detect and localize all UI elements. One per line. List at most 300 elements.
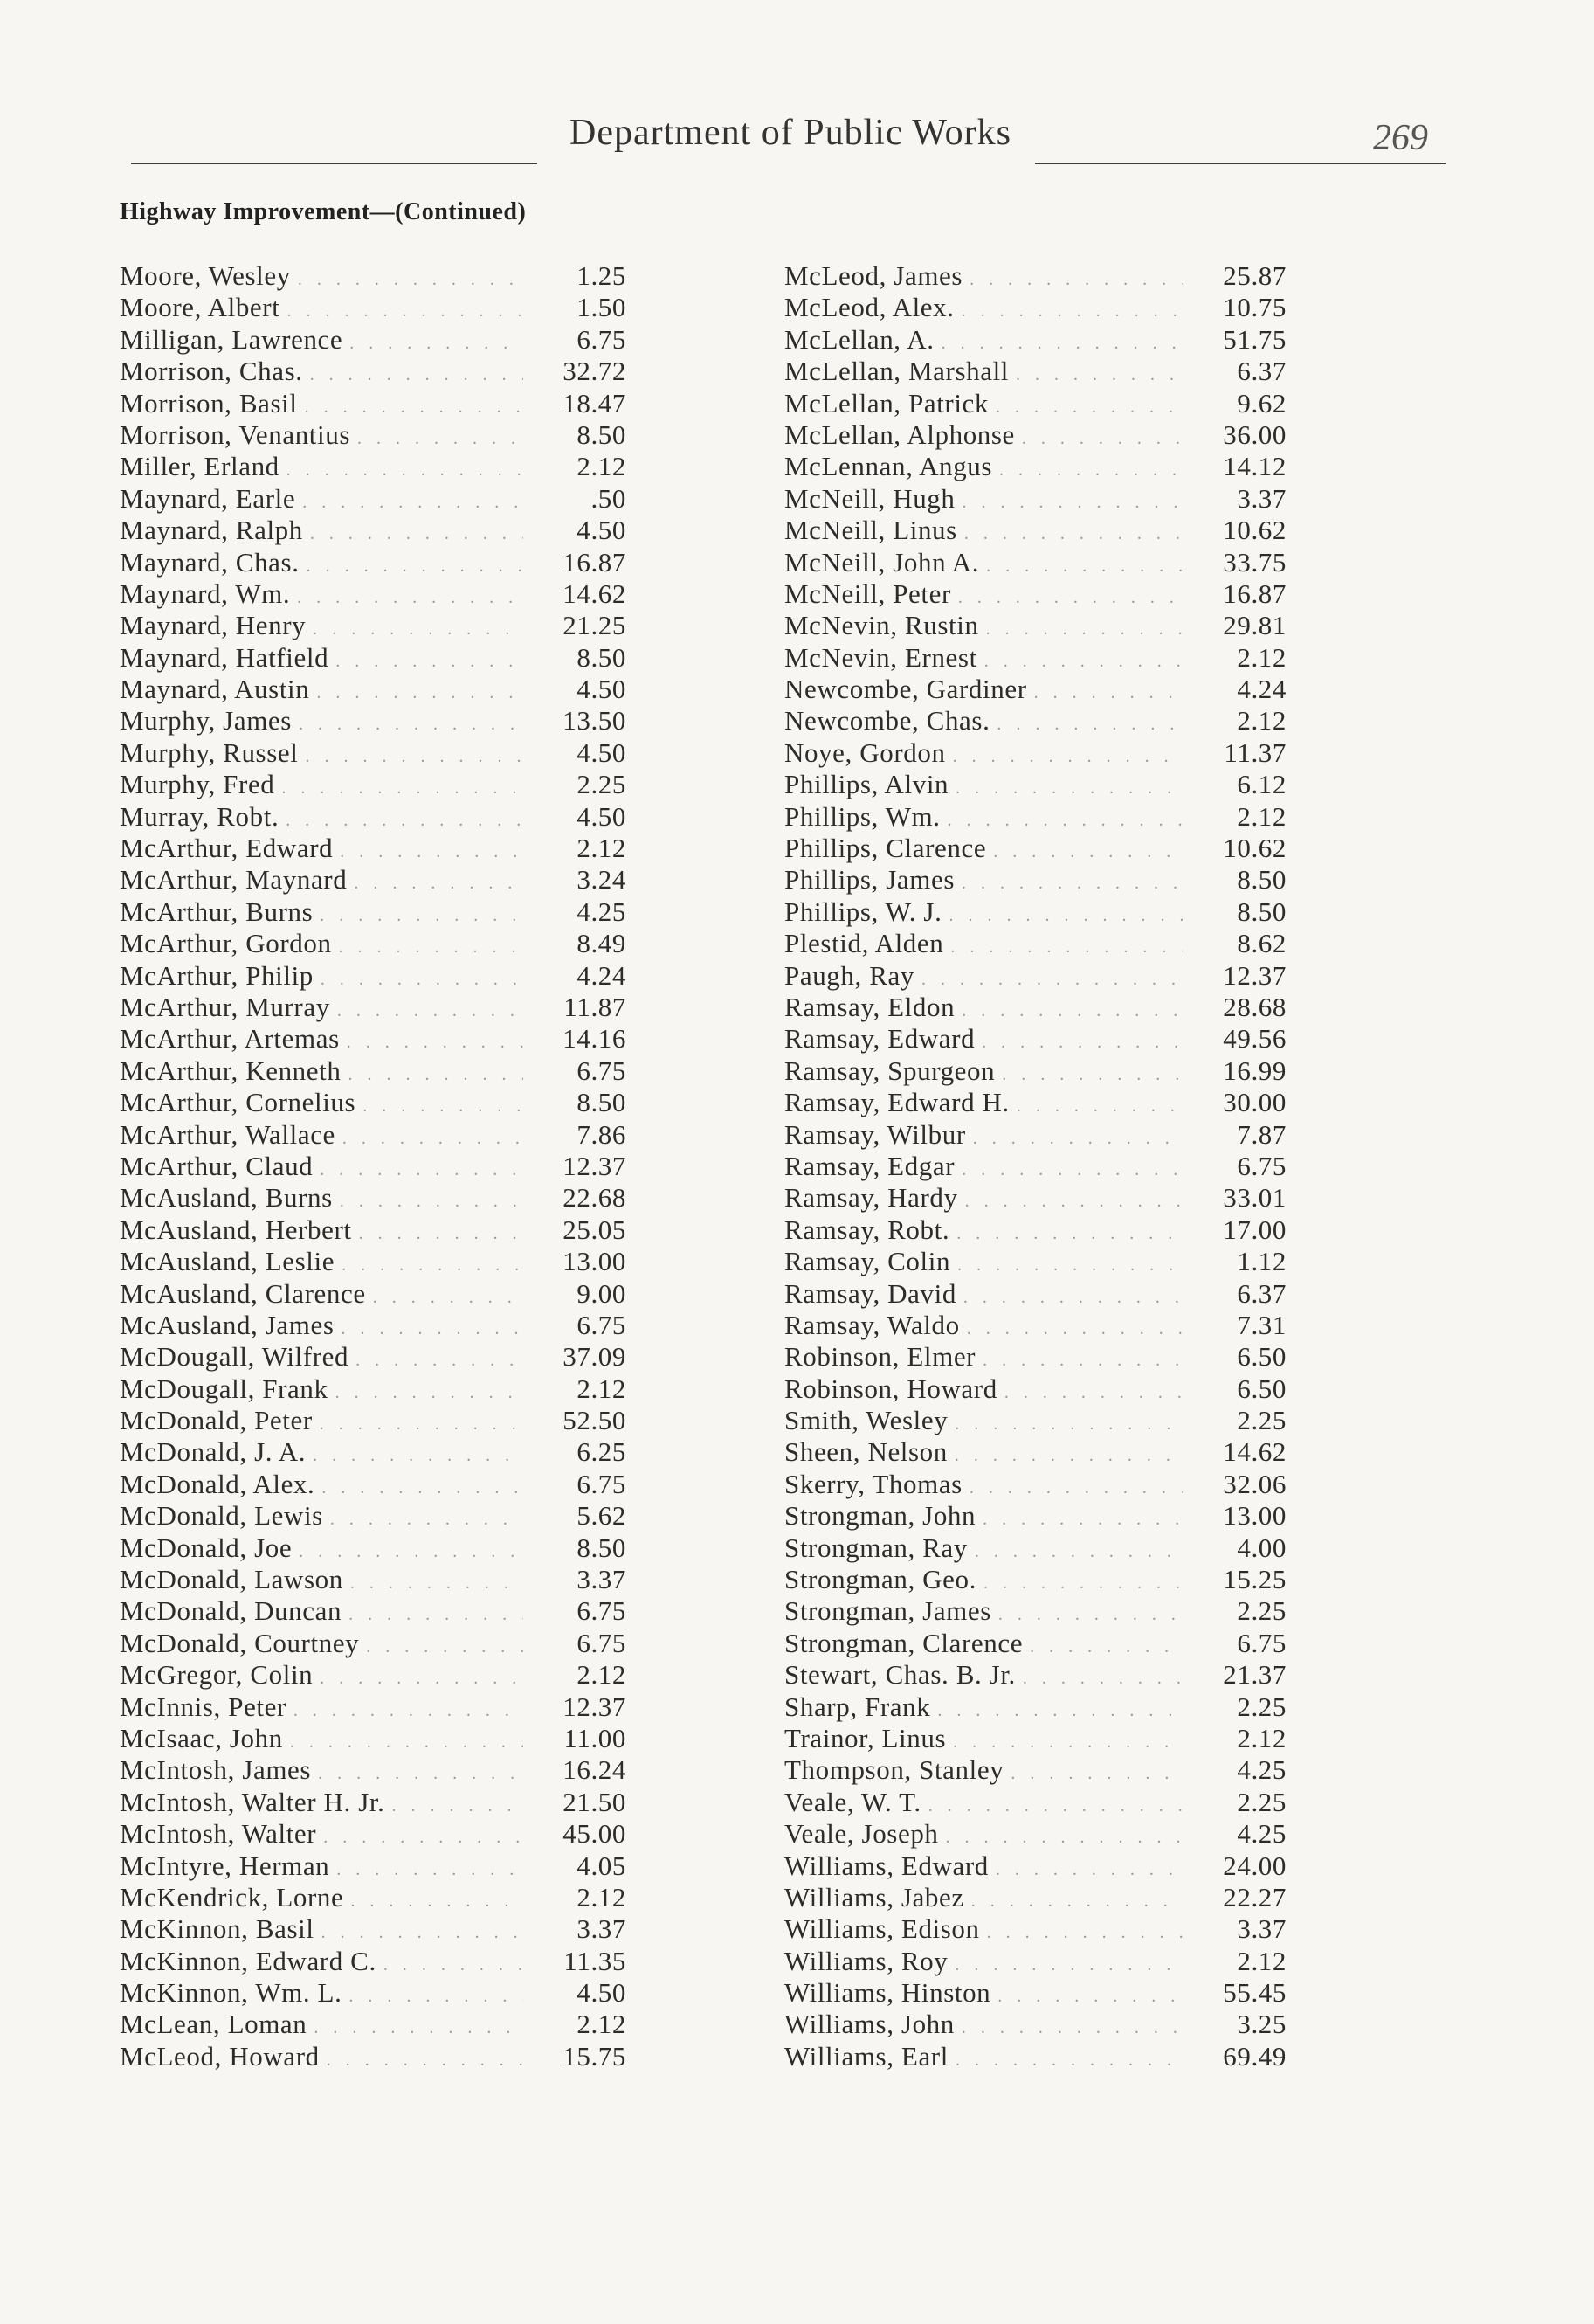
list-item [784,388,1287,419]
payee-name: Robinson, Elmer [784,1341,976,1373]
payment-amount: 21.50 [562,1786,626,1817]
payment-amount: 3.37 [576,1913,626,1945]
list-item [784,1182,1287,1214]
dot-leader [286,295,523,327]
dot-leader [357,423,523,454]
payment-amount: 3.37 [1237,1913,1287,1945]
list-item [784,260,1287,292]
payment-amount: 8.50 [576,418,626,450]
payment-amount: 2.12 [576,833,626,864]
dot-leader [956,772,1183,804]
payment-amount: 33.75 [1223,546,1287,578]
payment-amount: 2.12 [1237,705,1287,737]
payment-amount: 15.75 [562,2040,626,2072]
payee-name: McGregor, Colin [120,1659,314,1691]
list-item [784,292,1287,323]
list-item [784,1787,1287,1818]
dot-leader [290,1726,523,1758]
dot-leader [299,1536,523,1567]
payment-amount: 11.35 [563,1945,626,1976]
payee-name: McArthur, Gordon [120,928,332,959]
list-item [120,1341,626,1373]
payee-name: Ramsay, Waldo [784,1309,960,1340]
payment-amount: 3.24 [576,864,626,896]
payee-name: Smith, Wesley [784,1405,949,1436]
list-item [784,1055,1287,1087]
list-item [784,1214,1287,1246]
payee-name: Veale, Joseph [784,1818,939,1850]
dot-leader [305,741,523,772]
payment-amount: 2.12 [576,1881,626,1912]
payment-amount: 4.50 [576,800,626,832]
list-item [784,1119,1287,1151]
payee-name: McArthur, Claud [120,1150,314,1181]
payee-name: Morrison, Basil [120,387,298,418]
payment-amount: 15.25 [1223,1564,1287,1595]
list-item [784,1595,1287,1627]
payee-name: Strongman, Geo. [784,1564,976,1595]
payee-name: Williams, John [784,2009,955,2040]
payment-amount: 6.75 [576,323,626,355]
payee-name: Milligan, Lawrence [120,323,343,355]
dot-leader [1011,1758,1183,1789]
payment-amount: 5.62 [576,1500,626,1532]
list-item [120,1182,626,1214]
payee-name: Newcombe, Chas. [784,705,990,737]
dot-leader [946,1822,1183,1853]
payee-name: Ramsay, Colin [784,1246,951,1277]
payee-name: Murphy, Russel [120,737,299,768]
dot-leader [964,518,1183,550]
payment-amount: 32.06 [1223,1468,1287,1499]
dot-leader [321,1917,523,1948]
payment-amount: 4.05 [576,1850,626,1881]
list-item [784,1723,1287,1754]
dot-leader [970,1472,1183,1504]
payee-name: McAusland, Burns [120,1182,333,1214]
dot-leader [350,1567,523,1599]
dot-leader [391,1790,523,1822]
dot-leader [998,1599,1183,1630]
list-item [784,1469,1287,1500]
dot-leader [340,1186,523,1217]
payee-name: Skerry, Thomas [784,1468,963,1499]
payee-name: Phillips, Alvin [784,769,949,800]
list-item [784,674,1287,705]
payee-name: McAusland, Herbert [120,1214,352,1245]
list-item [120,483,626,515]
dot-leader [313,613,523,645]
list-item [120,610,626,641]
list-item [784,1436,1287,1468]
payee-name: McArthur, Kenneth [120,1055,342,1086]
payee-name: McKendrick, Lorne [120,1881,344,1912]
payee-name: McDougall, Wilfred [120,1341,349,1373]
payment-amount: 45.00 [562,1818,626,1850]
dot-leader [949,900,1183,931]
dot-leader [971,1885,1183,1917]
payee-name: McNevin, Ernest [784,641,977,673]
payment-amount: 13.00 [562,1246,626,1277]
list-item [120,260,626,292]
list-item [784,578,1287,610]
payment-amount: 6.75 [576,1055,626,1086]
payment-amount: 28.68 [1223,991,1287,1022]
list-item [784,451,1287,482]
list-item [784,705,1287,737]
payee-name: McLellan, Marshall [784,356,1009,387]
payment-amount: 6.75 [576,1627,626,1658]
payee-name: Ramsay, Wilbur [784,1118,966,1150]
list-item [784,1977,1287,2009]
payment-amount: .50 [590,482,626,514]
payee-name: McAusland, Clarence [120,1277,366,1309]
dot-leader [996,391,1183,423]
payment-amount: 2.12 [1237,800,1287,832]
payee-name: Phillips, Wm. [784,800,941,832]
payee-name: McIntosh, Walter [120,1818,317,1850]
payment-amount: 6.37 [1237,356,1287,387]
list-item [120,1500,626,1532]
payment-amount: 9.62 [1237,387,1287,418]
payee-name: Ramsay, Eldon [784,991,956,1022]
dot-leader [350,1885,523,1917]
list-item [120,1787,626,1818]
dot-leader [962,995,1183,1027]
dot-leader [1016,359,1183,391]
dot-leader [321,1472,523,1504]
payee-name: Williams, Earl [784,2040,949,2072]
list-item [120,1278,626,1310]
payment-amount: 4.25 [576,896,626,927]
list-item [784,1087,1287,1118]
dot-leader [962,295,1183,327]
dot-leader [997,709,1183,740]
dot-leader [983,1567,1183,1599]
dot-leader [320,900,523,931]
payee-name: Ramsay, Edward [784,1023,976,1055]
payee-name: McIntosh, Walter H. Jr. [120,1786,385,1817]
payee-name: Stewart, Chas. B. Jr. [784,1659,1016,1691]
dot-leader [342,1123,523,1154]
dot-leader [330,1504,523,1535]
dot-leader [316,677,523,709]
list-item [784,1564,1287,1595]
list-item [120,451,626,482]
dot-leader [383,1949,523,1981]
payee-name: Maynard, Hatfield [120,641,329,673]
list-item [120,1373,626,1405]
payee-name: McDougall, Frank [120,1373,328,1404]
payment-amount: 4.50 [576,1977,626,2009]
payee-name: Murray, Robt. [120,800,279,832]
payment-amount: 2.12 [1237,641,1287,673]
list-item [784,1151,1287,1182]
dot-leader [1002,1059,1183,1090]
list-item [120,896,626,928]
payment-amount: 2.12 [1237,1945,1287,1976]
payee-name: Ramsay, Hardy [784,1182,958,1214]
dot-leader [293,1695,523,1726]
dot-leader [962,2012,1183,2044]
payee-name: McNeill, Hugh [784,482,956,514]
payee-name: Trainor, Linus [784,1722,947,1753]
payee-name: McInnis, Peter [120,1691,286,1722]
payment-amount: 55.45 [1223,1977,1287,2009]
dot-leader [937,1695,1183,1726]
list-item [120,292,626,323]
payment-amount: 52.50 [562,1405,626,1436]
payee-name: Ramsay, David [784,1277,956,1309]
dot-leader [957,1249,1183,1281]
dot-leader [349,328,523,359]
dot-leader [297,582,523,613]
payment-amount: 7.87 [1237,1118,1287,1150]
payment-amount: 14.16 [562,1023,626,1055]
payee-name: Veale, W. T. [784,1786,921,1817]
dot-leader [347,1027,523,1058]
dot-leader [958,582,1183,613]
dot-leader [310,359,523,391]
list-item [120,1628,626,1659]
payment-amount: 13.50 [562,705,626,737]
payment-amount: 7.86 [576,1118,626,1150]
payee-name: Murphy, James [120,705,292,737]
dot-leader [948,805,1183,836]
list-item [784,1310,1287,1341]
payment-amount: 2.25 [1237,1691,1287,1722]
dot-leader [321,964,523,995]
payment-amount: 4.50 [576,515,626,546]
dot-leader [1030,1631,1183,1663]
list-item [784,1691,1287,1723]
payee-name: McAusland, Leslie [120,1246,335,1277]
list-item [120,1246,626,1277]
payee-name: McArthur, Wallace [120,1118,335,1150]
dot-leader [359,1218,523,1249]
payment-amount: 6.75 [576,1595,626,1627]
dot-leader [318,1758,523,1789]
payee-name: Williams, Edward [784,1850,989,1881]
payment-amount: 2.25 [1237,1786,1287,1817]
payment-amount: 8.50 [576,641,626,673]
payee-name: McArthur, Philip [120,959,314,991]
page-number: 269 [1373,118,1428,158]
payee-name: Plestid, Alden [784,928,944,959]
dot-leader [298,264,523,295]
payee-name: Sheen, Nelson [784,1436,948,1468]
dot-leader [335,1377,523,1408]
list-item [784,1500,1287,1532]
payment-amount: 33.01 [1223,1182,1287,1214]
payment-amount: 22.68 [562,1182,626,1214]
payee-name: McArthur, Cornelius [120,1087,356,1118]
payee-name: Robinson, Howard [784,1373,997,1404]
payment-amount: 18.47 [562,387,626,418]
list-item [784,2009,1287,2040]
section-heading: Highway Improvement—(Continued) [120,198,527,225]
payee-name: Williams, Edison [784,1913,980,1945]
dot-leader [963,487,1184,518]
payment-amount: 12.37 [1223,959,1287,991]
dot-leader [299,709,523,740]
payment-amount: 17.00 [1223,1214,1287,1245]
payment-amount: 9.00 [576,1277,626,1309]
payment-amount: 4.24 [576,959,626,991]
payment-amount: 32.72 [562,356,626,387]
list-item [120,705,626,737]
dot-leader [962,1154,1183,1186]
dot-leader [1022,423,1183,454]
dot-leader [355,1345,523,1376]
dot-leader [993,836,1183,868]
list-item [120,1691,626,1723]
dot-leader [955,1440,1183,1471]
list-item [784,1628,1287,1659]
dot-leader [1034,677,1183,709]
payment-amount: 6.75 [1237,1627,1287,1658]
payee-name: McDonald, Joe [120,1532,293,1563]
list-item [120,864,626,896]
payment-amount: 8.49 [576,928,626,959]
list-item [784,1946,1287,1977]
dot-leader [336,1854,523,1885]
payee-name: Phillips, James [784,864,956,896]
payee-name: McDonald, J. A. [120,1436,307,1468]
list-item [120,960,626,992]
payee-name: Maynard, Ralph [120,515,303,546]
payment-amount: 10.62 [1223,515,1287,546]
dot-leader [342,1249,523,1281]
dot-leader [967,1313,1183,1345]
payee-name: McLeod, Howard [120,2040,320,2072]
dot-leader [310,518,523,550]
list-item [120,801,626,833]
list-item [120,1913,626,1945]
payee-name: McArthur, Murray [120,991,330,1022]
payment-amount: 14.62 [562,578,626,609]
list-item [120,1850,626,1882]
payee-name: Miller, Erland [120,451,279,482]
dot-leader [997,1981,1183,2012]
payment-amount: 12.37 [562,1150,626,1181]
payment-amount: 6.12 [1237,769,1287,800]
dot-leader [975,1536,1183,1567]
payee-name: McLeod, Alex. [784,292,955,323]
dot-leader [314,2012,523,2044]
payee-name: Strongman, John [784,1500,976,1532]
dot-leader [320,1408,523,1440]
payee-name: McDonald, Lawson [120,1564,343,1595]
payment-amount: 4.25 [1237,1818,1287,1850]
list-item [784,992,1287,1023]
list-item [784,1882,1287,1913]
payment-amount: 2.25 [1237,1405,1287,1436]
payee-name: Williams, Hinston [784,1977,991,2009]
payee-name: McNeill, Linus [784,515,957,546]
payment-amount: 25.05 [562,1214,626,1245]
list-item [784,1373,1287,1405]
list-item [784,642,1287,674]
payment-amount: 6.37 [1237,1277,1287,1309]
payment-amount: 4.25 [1237,1754,1287,1786]
payee-name: Maynard, Henry [120,610,307,641]
list-item [120,1436,626,1468]
list-item [120,1023,626,1055]
list-item [784,864,1287,896]
payee-name: Ramsay, Edward H. [784,1087,1010,1118]
list-item [784,896,1287,928]
list-item [120,1977,626,2009]
list-item [784,737,1287,769]
payee-name: McArthur, Artemas [120,1023,340,1055]
payment-amount: 22.27 [1223,1881,1287,1912]
list-item [120,1946,626,1977]
payee-name: Ramsay, Robt. [784,1214,950,1245]
payee-name: Phillips, Clarence [784,833,987,864]
payment-amount: 4.50 [576,674,626,705]
payment-amount: 14.12 [1223,451,1287,482]
list-item [120,674,626,705]
payee-name: Morrison, Venantius [120,418,350,450]
payee-name: Paugh, Ray [784,959,914,991]
dot-leader [323,1822,523,1853]
list-item [784,1341,1287,1373]
list-item [784,1754,1287,1786]
payment-amount: 6.75 [576,1468,626,1499]
payment-amount: 2.12 [576,2009,626,2040]
left-column [120,260,626,2072]
payment-amount: 10.75 [1223,292,1287,323]
list-item [120,515,626,546]
payment-amount: 2.12 [576,1659,626,1691]
list-item [120,1882,626,1913]
payment-amount: 51.75 [1223,323,1287,355]
dot-leader [942,328,1183,359]
payee-name: Williams, Jabez [784,1881,964,1912]
list-item [784,419,1287,451]
dot-leader [1023,1663,1183,1694]
dot-leader [983,1504,1183,1535]
dot-leader [302,487,523,518]
list-item [120,1055,626,1087]
payment-amount: 2.12 [576,1373,626,1404]
payment-amount: 2.25 [576,769,626,800]
list-item [120,1405,626,1436]
payment-amount: 11.37 [1224,737,1287,768]
payee-name: McDonald, Duncan [120,1595,342,1627]
payment-amount: 3.25 [1237,2009,1287,2040]
list-item [784,1246,1287,1277]
payee-name: Ramsay, Edgar [784,1150,956,1181]
header-rule-left [131,163,537,164]
payment-amount: 2.12 [1237,1722,1287,1753]
page-title: Department of Public Works [569,113,1011,153]
dot-leader [921,964,1183,995]
dot-leader [327,2044,523,2076]
list-item [784,1913,1287,1945]
payee-name: McKinnon, Edward C. [120,1945,376,1976]
payment-amount: 30.00 [1223,1087,1287,1118]
payment-amount: 12.37 [562,1691,626,1722]
list-item [120,833,626,864]
dot-leader [373,1282,523,1313]
payment-amount: 37.09 [562,1341,626,1373]
payee-name: McDonald, Alex. [120,1468,315,1499]
dot-leader [335,646,523,677]
list-item [120,737,626,769]
list-item [120,578,626,610]
